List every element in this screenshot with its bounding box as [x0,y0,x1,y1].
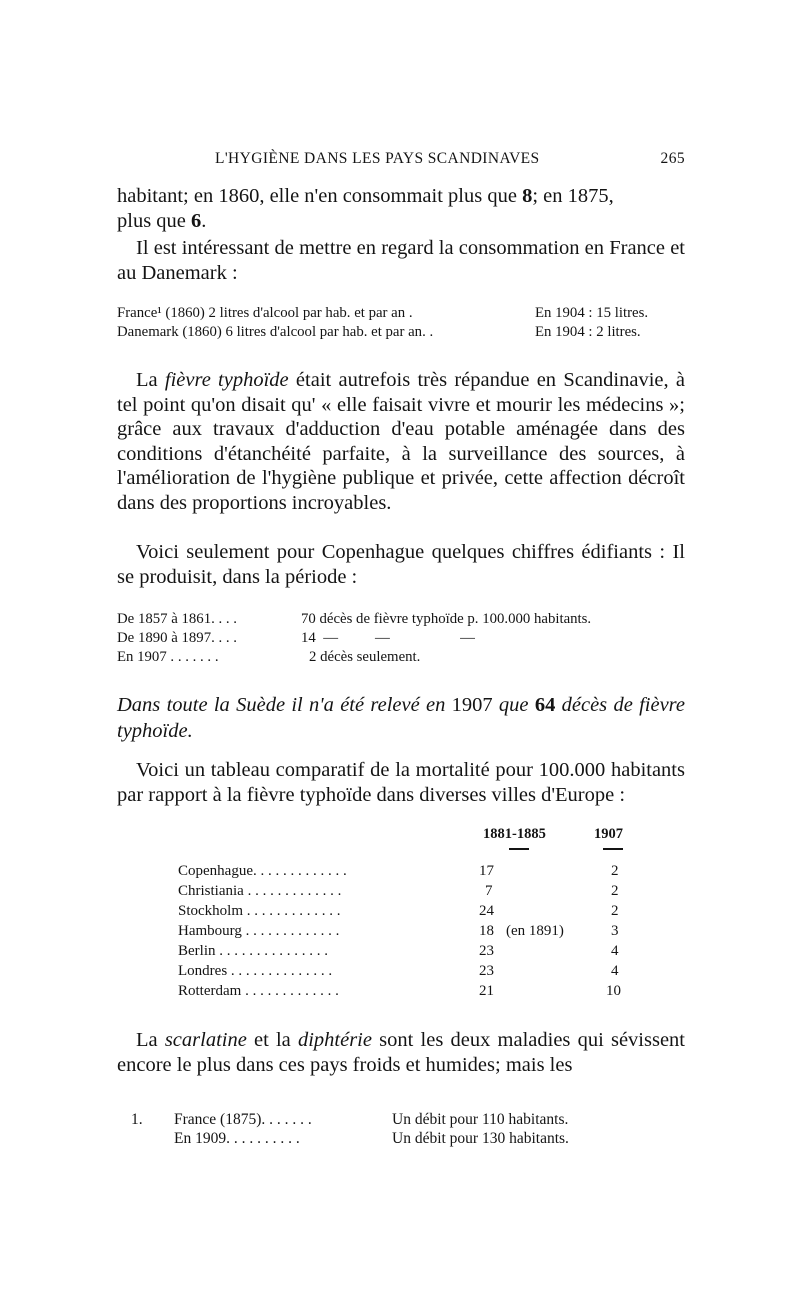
city-name: Copenhague. . . . . . . . . . . . . [178,863,347,879]
paragraph-copenhagen-intro [117,540,685,589]
city-name: Berlin . . . . . . . . . . . . . . . [178,943,328,959]
paragraph-consumption-intro [117,236,685,285]
sweden-note [117,692,685,744]
alcohol-row-left: France¹ (1860) 2 litres d'alcool par hab. et par an . [117,305,413,321]
value-1881-1885: 21 [479,983,494,999]
value-1907: 10 [606,983,621,999]
value-1907: 2 [611,863,619,879]
para6-term-diphterie: diphtérie [297,1029,372,1051]
deaths-row [117,648,697,667]
para1-text-a: habitant; en 1860, elle n'en consommait plus que [117,185,523,207]
value-1907: 3 [611,923,619,939]
para4-text: Voici seulement pour Copenhague quelques chiffres édifiants : Il se produisit, dans la période : [117,541,685,588]
footnote-row [117,1129,685,1148]
value-1881-1885: 7 [485,883,493,899]
value-1881-1885: 24 [479,903,494,919]
para3-text-c: était autrefois très répandue en Scandinavie, à tel point qu'on disait qu' « elle faisait vivre et mourir les médecins »; grâce aux travaux d'adduction d'eau potable aménagée dans des conditions d'étanchéité parfaite, à la surveillance des sources, à l'amélioration de l'hygiène publique et privée, cette affection décroît dans des proportions incroyables. [117,369,685,514]
deaths-period: De 1890 à 1897. . . . [117,630,238,646]
city-name: Stockholm . . . . . . . . . . . . . [178,903,341,919]
sweden-year: 1907 [451,694,493,716]
para6-term-scarlatine: scarlatine [164,1029,247,1051]
deaths-row [117,629,697,648]
deaths-text: 2 décès seulement. [309,649,421,665]
value-1907: 4 [611,963,619,979]
value-1907: 4 [611,943,619,959]
alcohol-comparison [117,304,697,342]
footnote-right: Un débit pour 110 habitants. [392,1111,569,1128]
paragraph-scarlatine [117,1028,685,1077]
table-row [117,983,685,1003]
para1-figure-6: 6 [191,209,202,232]
table-row [117,923,685,943]
value-1881-1885: 18 [479,923,494,939]
table-row [117,943,685,963]
deaths-text: 14 — — — [301,630,475,646]
para3-term-typhoid: fièvre typhoïde [164,369,289,391]
copenhagen-deaths [117,610,697,667]
running-header [117,150,685,172]
city-name: Rotterdam . . . . . . . . . . . . . [178,983,339,999]
para1-text-d: plus que [117,209,192,232]
value-note: (en 1891) [506,923,564,939]
deaths-text: 70 décès de fièvre typhoïde p. 100.000 habitants. [301,611,592,627]
para6-text-e: sont les deux maladies qui sévissent encore le plus dans ces pays froids et humides; mais les [117,1029,685,1076]
city-name: Christiania . . . . . . . . . . . . . [178,883,342,899]
deaths-period: De 1857 à 1861. . . . [117,611,238,627]
value-1881-1885: 23 [479,943,494,959]
para3-text-a: La [136,369,165,391]
column-rule [603,848,623,850]
alcohol-row [117,323,697,342]
value-1907: 2 [611,903,619,919]
footnote-left: France (1875). . . . . . . [174,1111,312,1128]
column-rule [509,848,529,850]
sweden-count: 64 [534,694,556,716]
sweden-text-c: que [492,694,535,716]
table-row [117,903,685,923]
footnote-row [117,1110,685,1129]
sweden-text-a: Dans toute la Suède il n'a été relevé en [117,694,452,716]
paragraph-continuation [117,184,685,233]
column-header-1881-1885: 1881-1885 [483,826,546,842]
alcohol-row-left: Danemark (1860) 6 litres d'alcool par hab. et par an. . [117,324,434,340]
paragraph-table-intro [117,758,685,807]
city-name: Londres . . . . . . . . . . . . . . [178,963,333,979]
value-1907: 2 [611,883,619,899]
table-row [117,863,685,883]
city-name: Hambourg . . . . . . . . . . . . . [178,923,340,939]
deaths-row [117,610,697,629]
alcohol-row [117,304,697,323]
para5-text: Voici un tableau comparatif de la mortalité pour 100.000 habitants par rapport à la fièvre typhoïde dans diverses villes d'Europe : [117,759,685,806]
value-1881-1885: 17 [479,863,494,879]
alcohol-row-right: En 1904 : 15 litres. [535,305,649,321]
running-title: L'HYGIÈNE DANS LES PAYS SCANDINAVES [215,150,540,167]
para1-text-c: ; en 1875, [532,185,614,207]
deaths-period: En 1907 . . . . . . . [117,649,219,665]
table-row [117,963,685,983]
column-header-1907: 1907 [594,826,623,842]
para1-text-f: . [201,209,207,232]
para6-text-a: La [136,1029,165,1051]
mortality-table [117,826,685,1006]
page-number: 265 [660,150,685,167]
sweden-text-e: décès de fièvre typhoïde. [117,694,685,742]
paragraph-typhoid [117,368,685,516]
footnote-marker: 1. [131,1111,143,1128]
alcohol-row-right: En 1904 : 2 litres. [535,324,641,340]
value-1881-1885: 23 [479,963,494,979]
para6-text-c: et la [246,1029,298,1051]
table-row [117,883,685,903]
footnote-left: En 1909. . . . . . . . . . [174,1130,300,1147]
para2-text: Il est intéressant de mettre en regard la consommation en France et au Danemark : [117,237,685,284]
para1-figure-8: 8 [522,185,533,207]
footnote-right: Un débit pour 130 habitants. [392,1130,569,1147]
footnote [117,1110,685,1148]
